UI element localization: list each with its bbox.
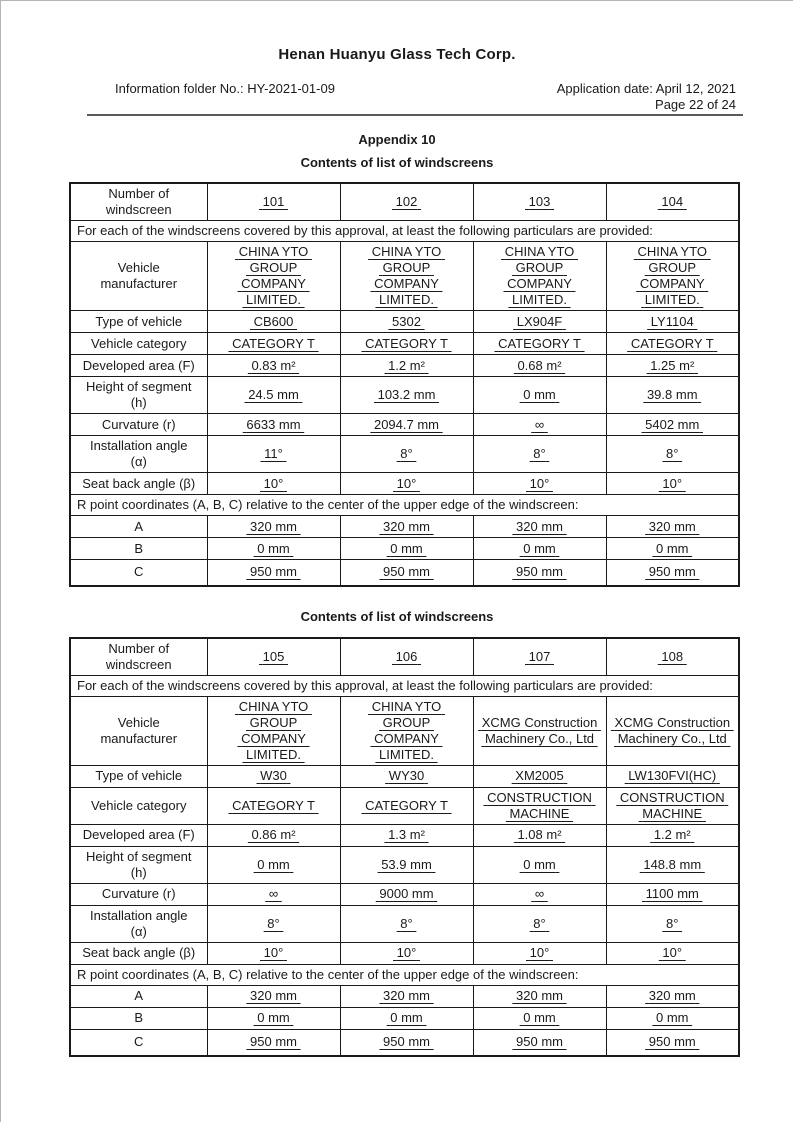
cell-value: 1.2 m² — [388, 357, 425, 373]
table-cell — [207, 846, 340, 883]
table-cell — [340, 414, 473, 436]
table-cell — [207, 638, 340, 676]
cell-value: CATEGORY T — [365, 797, 448, 813]
table-cell — [207, 538, 340, 560]
table-cell — [207, 414, 340, 436]
table-cell — [473, 765, 606, 787]
table-row — [70, 183, 739, 221]
cell-value: 39.8 mm — [646, 387, 698, 402]
cell-value: 102 — [395, 194, 418, 209]
table-cell — [606, 765, 739, 787]
table-row — [70, 473, 739, 495]
cell-value: 0 mm — [523, 856, 556, 872]
table-cell — [340, 516, 473, 538]
row-label: A — [70, 985, 207, 1007]
cell-value: 10° — [529, 475, 550, 491]
cell-value: 9000 mm — [379, 886, 434, 901]
table-cell — [473, 1029, 606, 1056]
table-row — [70, 414, 739, 436]
table-cell — [207, 333, 340, 355]
cell-value: 8° — [666, 915, 679, 931]
table-cell — [340, 942, 473, 964]
cell-value: 10° — [263, 945, 284, 960]
cell-value: 107 — [528, 648, 551, 664]
table-note-row — [70, 495, 739, 516]
table-row — [70, 883, 739, 905]
cell-value: 950 mm — [250, 564, 297, 580]
cell-value: CHINA YTO — [637, 244, 708, 259]
table-row — [70, 538, 739, 560]
table-cell — [340, 538, 473, 560]
cell-value: CHINA YTO — [371, 244, 442, 259]
row-label: B — [70, 1007, 207, 1029]
table1-title: Contents of list of windscreens — [300, 155, 494, 170]
table-cell — [606, 905, 739, 942]
table-row — [70, 1007, 739, 1029]
cell-value: 950 mm — [648, 564, 696, 580]
table-cell — [207, 824, 340, 846]
row-label: A — [70, 516, 207, 538]
table-cell — [473, 414, 606, 436]
table-cell — [473, 985, 606, 1007]
table-cell — [606, 1007, 739, 1029]
table-cell — [473, 883, 606, 905]
cell-value: ∞ — [534, 886, 545, 901]
table-cell — [606, 824, 739, 846]
table-cell — [207, 516, 340, 538]
cell-value: 10° — [396, 945, 417, 960]
table-note-row — [70, 221, 739, 242]
cell-value: 950 mm — [516, 1034, 563, 1050]
table-cell — [473, 538, 606, 560]
table-row — [70, 355, 739, 377]
row-label: C — [70, 1029, 207, 1056]
cell-value: 0 mm — [257, 1010, 290, 1025]
cell-value: 1100 mm — [645, 886, 699, 901]
cell-value: 0 mm — [390, 540, 423, 556]
cell-value: 950 mm — [648, 1034, 696, 1050]
row-label: Developed area (F) — [70, 355, 207, 377]
cell-value: 0 mm — [390, 1010, 423, 1025]
appendix-title: Appendix 10 — [358, 132, 436, 147]
table-cell — [340, 765, 473, 787]
row-label: Number of windscreen — [70, 183, 207, 221]
table-cell — [473, 436, 606, 473]
meta-right — [557, 81, 736, 113]
cell-value: CATEGORY T — [498, 335, 581, 351]
table-cell — [473, 638, 606, 676]
table-cell — [207, 905, 340, 942]
table-cell — [340, 333, 473, 355]
table-cell: CHINA YTO GROUP COMPANY LIMITED. — [606, 242, 739, 311]
cell-value: 320 mm — [383, 988, 430, 1003]
cell-value: ∞ — [268, 886, 279, 901]
cell-value: 10° — [529, 945, 550, 960]
table-row — [70, 638, 739, 676]
row-label: Number of windscreen — [70, 638, 207, 676]
table-cell — [207, 765, 340, 787]
cell-value: XCMG Construction — [481, 714, 598, 730]
cell-value: WY30 — [388, 768, 425, 783]
table-cell: XCMG Construction Machinery Co., Ltd — [606, 696, 739, 765]
cell-value: 320 mm — [250, 518, 297, 534]
cell-value: ∞ — [534, 416, 545, 432]
cell-value: 0 mm — [523, 1010, 556, 1025]
table-cell — [340, 846, 473, 883]
table-note: R point coordinates (A, B, C) relative to the center of the upper edge of the windscreen: — [70, 495, 739, 516]
row-label: Developed area (F) — [70, 824, 207, 846]
cell-value: 950 mm — [516, 564, 563, 580]
cell-value: 8° — [533, 446, 546, 461]
windscreens-table-1 — [69, 182, 740, 587]
table-cell — [340, 985, 473, 1007]
table-cell — [207, 436, 340, 473]
table-row — [70, 846, 739, 883]
cell-value: CATEGORY T — [630, 335, 714, 351]
table-cell — [606, 1029, 739, 1056]
table-row — [70, 942, 739, 964]
table-cell — [606, 414, 739, 436]
cell-value: 950 mm — [383, 1034, 430, 1050]
table-row — [70, 765, 739, 787]
cell-value: 106 — [395, 648, 418, 664]
table-cell — [606, 638, 739, 676]
table-cell — [340, 1007, 473, 1029]
table-cell — [606, 355, 739, 377]
table-cell — [473, 183, 606, 221]
cell-value: 53.9 mm — [381, 856, 432, 872]
cell-value: 5302 — [392, 313, 421, 329]
table-cell — [207, 560, 340, 586]
row-label: Vehicle category — [70, 333, 207, 355]
table-cell — [207, 473, 340, 495]
table-cell — [606, 436, 739, 473]
row-label: Installation angle (α) — [70, 905, 207, 942]
table-cell — [606, 538, 739, 560]
cell-value: 2094.7 mm — [373, 416, 440, 432]
table-cell — [340, 560, 473, 586]
table-cell — [207, 942, 340, 964]
table-cell — [473, 846, 606, 883]
table-cell — [473, 942, 606, 964]
table-row — [70, 985, 739, 1007]
table-cell — [473, 355, 606, 377]
cell-value: 10° — [662, 475, 683, 491]
cell-value: 0 mm — [656, 1010, 689, 1025]
table-cell — [473, 824, 606, 846]
row-label: Vehicle manufacturer — [70, 242, 207, 311]
row-label: Height of segment (h) — [70, 846, 207, 883]
table-row — [70, 560, 739, 586]
cell-value: 0 mm — [523, 540, 556, 556]
row-label: Curvature (r) — [70, 414, 207, 436]
cell-value: CATEGORY T — [232, 335, 315, 351]
table-cell — [340, 183, 473, 221]
table-row — [70, 242, 739, 311]
table-cell — [473, 333, 606, 355]
cell-value: 104 — [661, 194, 684, 209]
cell-value: 320 mm — [516, 988, 563, 1003]
cell-value: 24.5 mm — [248, 387, 299, 402]
cell-value: CB600 — [253, 313, 294, 329]
cell-value: 8° — [533, 915, 546, 931]
cell-value: LX904F — [516, 313, 563, 329]
cell-value: 8° — [400, 446, 413, 461]
table-cell — [340, 311, 473, 333]
cell-value: 8° — [666, 446, 679, 461]
cell-value: LY1104 — [650, 313, 694, 329]
row-label: Type of vehicle — [70, 765, 207, 787]
row-label: Type of vehicle — [70, 311, 207, 333]
cell-value: 148.8 mm — [643, 856, 702, 872]
cell-value: 0.86 m² — [251, 827, 296, 842]
cell-value: 8° — [400, 915, 413, 931]
table2-title: Contents of list of windscreens — [300, 608, 494, 624]
table-cell — [606, 311, 739, 333]
row-label: C — [70, 560, 207, 586]
table-cell — [340, 473, 473, 495]
cell-value: 1.3 m² — [388, 827, 425, 842]
cell-value: LW130FVI(HC) — [628, 768, 717, 783]
table-cell — [207, 1007, 340, 1029]
row-label: Height of segment (h) — [70, 377, 207, 414]
cell-value: CHINA YTO — [371, 698, 442, 714]
cell-value: CHINA YTO — [238, 244, 309, 259]
cell-value: 103.2 mm — [377, 387, 436, 402]
table-cell — [340, 436, 473, 473]
table-cell: CHINA YTO GROUP COMPANY LIMITED. — [340, 696, 473, 765]
table-row — [70, 787, 739, 824]
cell-value: 320 mm — [383, 518, 430, 534]
table-cell — [207, 377, 340, 414]
table-row — [70, 824, 739, 846]
cell-value: W30 — [260, 768, 287, 783]
cell-value: 320 mm — [648, 988, 696, 1003]
table-cell: CHINA YTO GROUP COMPANY LIMITED. — [340, 242, 473, 311]
company-title: Henan Huanyu Glass Tech Corp. — [278, 46, 516, 63]
document-meta — [115, 81, 736, 113]
table-cell — [606, 942, 739, 964]
table-cell — [340, 355, 473, 377]
cell-value: 103 — [528, 194, 551, 209]
header-rule — [87, 114, 743, 116]
cell-value: CHINA YTO — [238, 698, 309, 714]
table-cell — [340, 787, 473, 824]
application-date: Application date: April 12, 2021 — [556, 81, 736, 96]
page-number: Page 22 of 24 — [655, 97, 736, 112]
cell-value: 0 mm — [523, 387, 556, 402]
table-row — [70, 377, 739, 414]
cell-value: 0.68 m² — [517, 357, 562, 373]
cell-value: XCMG Construction — [614, 714, 731, 730]
table-cell — [473, 377, 606, 414]
cell-value: CATEGORY T — [232, 797, 315, 813]
cell-value: 0.83 m² — [251, 357, 296, 373]
row-label: Vehicle manufacturer — [70, 696, 207, 765]
cell-value: 320 mm — [648, 518, 696, 534]
cell-value: 320 mm — [516, 518, 563, 534]
cell-value: 105 — [262, 648, 285, 664]
table-cell — [606, 985, 739, 1007]
table-cell — [473, 311, 606, 333]
cell-value: 950 mm — [383, 564, 430, 580]
table-note: For each of the windscreens covered by this approval, at least the following particulars are provided: — [70, 675, 739, 696]
cell-value: CATEGORY T — [365, 335, 448, 351]
table-cell — [606, 560, 739, 586]
cell-value: 950 mm — [250, 1034, 297, 1050]
table-cell: CHINA YTO GROUP COMPANY LIMITED. — [207, 242, 340, 311]
table-note: R point coordinates (A, B, C) relative to the center of the upper edge of the windscreen: — [70, 964, 739, 985]
table-cell — [207, 883, 340, 905]
cell-value: 0 mm — [257, 856, 290, 872]
table-cell — [207, 787, 340, 824]
cell-value: 1.08 m² — [517, 827, 562, 842]
table-cell — [340, 883, 473, 905]
table-cell: XCMG Construction Machinery Co., Ltd — [473, 696, 606, 765]
table-cell — [207, 311, 340, 333]
windscreens-table-2 — [69, 637, 740, 1058]
cell-value: 320 mm — [250, 988, 297, 1003]
table-cell — [606, 473, 739, 495]
table-cell: CONSTRUCTION MACHINE — [473, 787, 606, 824]
row-label: Curvature (r) — [70, 883, 207, 905]
table-cell — [606, 183, 739, 221]
table-cell — [473, 516, 606, 538]
table-row — [70, 516, 739, 538]
table-cell — [207, 985, 340, 1007]
table-cell: CHINA YTO GROUP COMPANY LIMITED. — [207, 696, 340, 765]
row-label: Vehicle category — [70, 787, 207, 824]
cell-value: CONSTRUCTION — [619, 789, 725, 805]
table-cell — [340, 377, 473, 414]
cell-value: 5402 mm — [645, 416, 700, 432]
cell-value: 101 — [262, 194, 285, 209]
row-label: Seat back angle (β) — [70, 473, 207, 495]
table-cell: CONSTRUCTION MACHINE — [606, 787, 739, 824]
table-cell: CHINA YTO GROUP COMPANY LIMITED. — [473, 242, 606, 311]
cell-value: 10° — [396, 475, 417, 491]
table-cell — [473, 560, 606, 586]
table-cell — [606, 846, 739, 883]
table-cell — [207, 355, 340, 377]
table-cell — [606, 883, 739, 905]
cell-value: 11° — [264, 446, 283, 461]
info-folder-number: Information folder No.: HY-2021-01-09 — [115, 81, 335, 96]
cell-value: 8° — [267, 915, 280, 931]
table-cell — [207, 183, 340, 221]
cell-value: 10° — [662, 945, 683, 960]
cell-value: 0 mm — [257, 540, 290, 556]
table-note-row — [70, 675, 739, 696]
table-row — [70, 333, 739, 355]
table-row — [70, 436, 739, 473]
table-cell — [473, 905, 606, 942]
table-cell — [473, 1007, 606, 1029]
cell-value: 1.2 m² — [653, 827, 691, 842]
table-cell — [340, 1029, 473, 1056]
table-note-row — [70, 964, 739, 985]
table-cell — [606, 333, 739, 355]
table-cell — [340, 905, 473, 942]
table-cell — [473, 473, 606, 495]
table-cell — [606, 377, 739, 414]
cell-value: CHINA YTO — [504, 244, 575, 259]
table-cell — [340, 638, 473, 676]
table-row — [70, 1029, 739, 1056]
cell-value: 0 mm — [656, 540, 689, 556]
cell-value: XM2005 — [515, 768, 564, 783]
cell-value: 1.25 m² — [650, 357, 695, 373]
table-cell — [606, 516, 739, 538]
cell-value: 10° — [263, 475, 284, 491]
row-label: Installation angle (α) — [70, 436, 207, 473]
table-cell — [207, 1029, 340, 1056]
table-note: For each of the windscreens covered by this approval, at least the following particulars are provided: — [70, 221, 739, 242]
table-row — [70, 311, 739, 333]
row-label: B — [70, 538, 207, 560]
cell-value: 108 — [661, 648, 684, 664]
table-row — [70, 696, 739, 765]
cell-value: CONSTRUCTION — [487, 789, 592, 805]
row-label: Seat back angle (β) — [70, 942, 207, 964]
cell-value: 6633 mm — [246, 416, 301, 432]
table-row — [70, 905, 739, 942]
table-cell — [340, 824, 473, 846]
